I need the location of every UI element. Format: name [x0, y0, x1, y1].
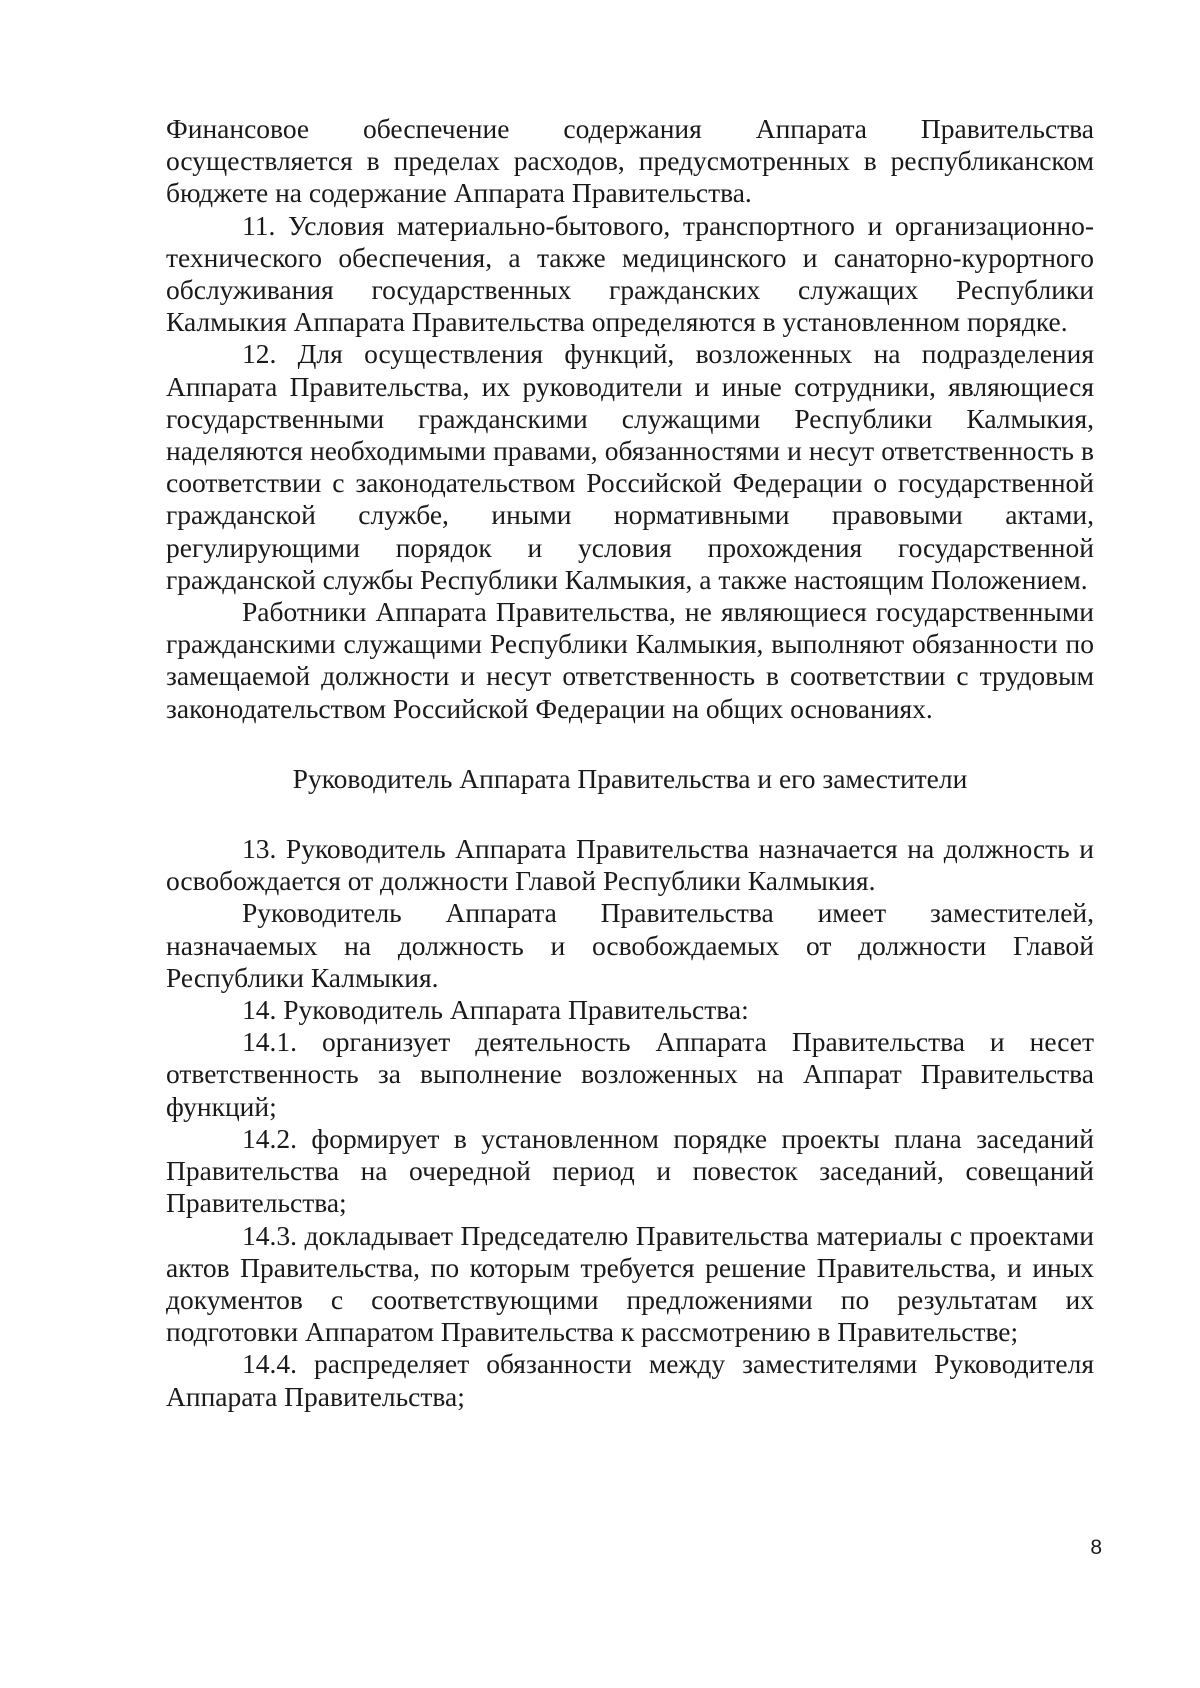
- paragraph-14-4: 14.4. распределяет обязанности между заместителями Руководителя Аппарата Правительства;: [166, 1348, 1094, 1412]
- spacer: [166, 795, 1094, 833]
- paragraph-workers: Работники Аппарата Правительства, не являющиеся государственными гражданскими служащими Республики Калмыкия, выполняют обязанности по замещаемой должности и несут ответственность в соответствии с трудовым законодательством Российской Федерации на общих основаниях.: [166, 596, 1094, 724]
- paragraph-14-2: 14.2. формирует в установленном порядке проекты плана заседаний Правительства на очередной период и повесток заседаний, совещаний Правительства;: [166, 1122, 1094, 1219]
- paragraph-14-1: 14.1. организует деятельность Аппарата Правительства и несет ответственность за выполнение возложенных на Аппарат Правительства функций;: [166, 1026, 1094, 1122]
- paragraph-14: 14. Руководитель Аппарата Правительства:: [242, 994, 749, 1026]
- paragraph-deputies: Руководитель Аппарата Правительства имеет заместителей, назначаемых на должность и освобождаемых от должности Главой Республики Калмыкия.: [166, 897, 1094, 993]
- spacer: [166, 725, 1094, 763]
- paragraph-14-3: 14.3. докладывает Председателю Правительства материалы с проектами актов Правительства, по которым требуется решение Правительства, и иных документов с соответствующими предложениями по результатам их подготовки Аппаратом Правительства к рассмотрению в Правительстве;: [166, 1219, 1094, 1348]
- paragraph-12: 12. Для осуществления функций, возложенных на подразделения Аппарата Правительства, их руководители и иные сотрудники, являющиеся государственными гражданскими служащими Республики Калмыкия, наделяются необходимыми правами, обязанностями и несут ответственность в соответствии с законодательством Российской Федерации о государственной гражданской службе, иными нормативными правовыми актами, регулирующими порядок и условия прохождения государственной гражданской службы Республики Калмыкия, а также настоящим Положением.: [166, 338, 1094, 595]
- page-number: 8: [1090, 1536, 1102, 1559]
- paragraph-13: 13. Руководитель Аппарата Правительства назначается на должность и освобождается от должности Главой Республики Калмыкия.: [166, 833, 1094, 897]
- section-heading: Руководитель Аппарата Правительства и его заместители: [292, 762, 968, 794]
- document-body: [166, 113, 1094, 1413]
- paragraph-11: 11. Условия материально-бытового, транспортного и организационно-технического обеспечения, а также медицинского и санаторно-курортного обслуживания государственных гражданских служащих Республики Калмыкия Аппарата Правительства определяются в установленном порядке.: [166, 209, 1094, 338]
- paragraph-finance: Финансовое обеспечение содержания Аппарата Правительства осуществляется в пределах расходов, предусмотренных в республиканском бюджете на содержание Аппарата Правительства.: [166, 113, 1094, 209]
